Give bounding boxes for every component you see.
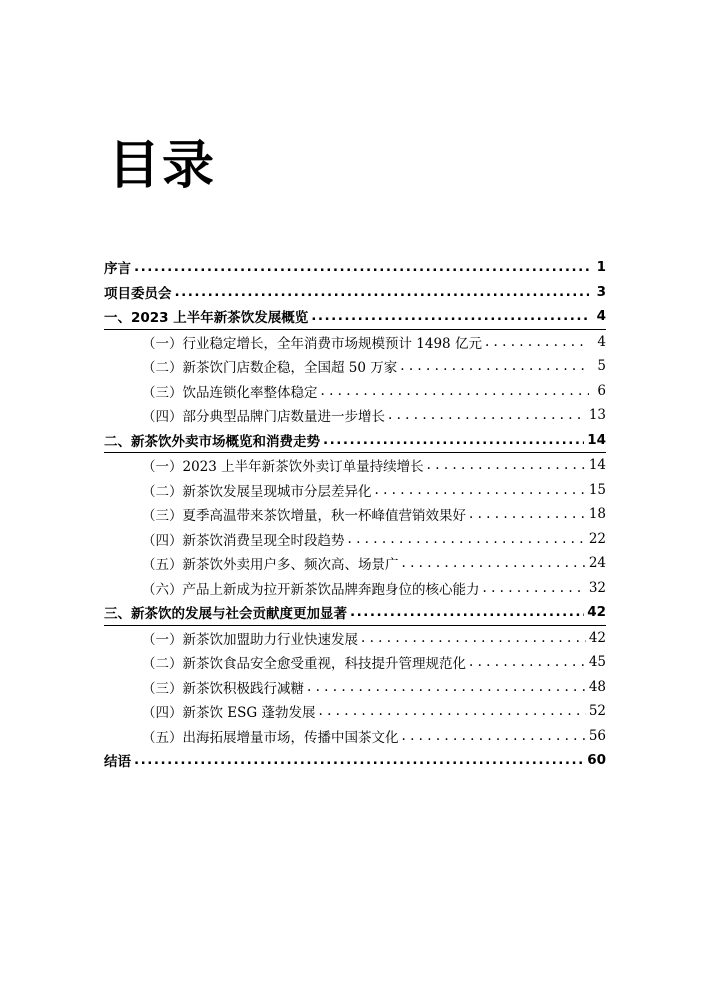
toc-entry-conclusion[interactable] (104, 748, 606, 773)
toc-page-number: 32 (588, 579, 606, 596)
toc-leader (402, 728, 586, 744)
toc-leader (427, 457, 586, 473)
toc-entry-subsection[interactable] (104, 576, 606, 601)
toc-page-number: 18 (588, 506, 606, 523)
toc-entry-subsection[interactable] (104, 330, 606, 355)
toc-leader (318, 703, 585, 719)
toc-leader (400, 358, 589, 374)
toc-leader (348, 531, 586, 547)
toc-leader (361, 630, 586, 646)
toc-page-number: 14 (587, 431, 606, 448)
toc-leader (323, 432, 584, 448)
toc-page-number: 60 (587, 752, 606, 769)
toc-leader (134, 752, 584, 768)
toc-entry-subsection[interactable] (104, 551, 606, 576)
toc-entry-subsection[interactable] (104, 354, 606, 379)
toc-entry-label: 结语 (104, 754, 131, 771)
toc-entry-label: （三）夏季高温带来茶饮增量，秋一杯峰值营销效果好 (142, 508, 466, 525)
toc-page-number: 4 (597, 333, 606, 350)
toc-entry-label: （二）新茶饮发展呈现城市分层差异化 (142, 483, 372, 500)
toc-page-number: 1 (596, 259, 606, 276)
toc-entry-label: 二、新茶饮外卖市场概览和消费走势 (104, 433, 320, 450)
toc-entry-label: （五）出海拓展增量市场，传播中国茶文化 (142, 729, 399, 746)
toc-entry-subsection[interactable] (104, 650, 606, 675)
toc-leader (350, 604, 584, 620)
toc-leader (134, 259, 589, 275)
toc-page-number: 42 (588, 629, 606, 646)
toc-entry-label: （一）行业稳定增长，全年消费市场规模预计 1498 亿元 (142, 335, 482, 352)
toc-entry-subsection[interactable] (104, 699, 606, 724)
toc-entry-subsection[interactable] (104, 453, 606, 478)
toc-entry-subsection[interactable] (104, 379, 606, 404)
toc-entry-label: 三、新茶饮的发展与社会贡献度更加显著 (104, 606, 347, 623)
toc-entry-label: （六）产品上新成为拉开新茶饮品牌奔跑身位的核心能力 (142, 581, 480, 598)
toc-entry-subsection[interactable] (104, 527, 606, 552)
toc-page-number: 42 (587, 604, 606, 621)
toc-entry-label: （二）新茶饮门店数企稳，全国超 50 万家 (142, 360, 398, 377)
toc-page-number: 56 (588, 727, 606, 744)
toc-leader (483, 580, 586, 596)
toc-entry-label: （一）新茶饮加盟助力行业快速发展 (142, 631, 358, 648)
toc-leader (469, 506, 586, 522)
toc-entry-subsection[interactable] (104, 502, 606, 527)
toc-page-number: 22 (588, 530, 606, 547)
toc-entry-label: （四）部分典型品牌门店数量进一步增长 (142, 409, 385, 426)
toc-leader (321, 383, 590, 399)
toc-page-number: 13 (588, 407, 606, 424)
toc-leader (375, 482, 586, 498)
toc-entry-label: 序言 (104, 261, 131, 278)
toc-entry-label: 一、2023 上半年新茶饮发展概览 (104, 310, 309, 327)
toc-entry-subsection[interactable] (104, 403, 606, 428)
toc-entry-section-1[interactable] (104, 304, 606, 330)
toc-entry-section-2[interactable] (104, 428, 606, 454)
toc-page-number: 52 (588, 703, 606, 720)
toc-entry-subsection[interactable] (104, 675, 606, 700)
toc-entry-section-3[interactable] (104, 600, 606, 626)
toc-page-number: 4 (596, 308, 606, 325)
toc-entry-committee[interactable] (104, 280, 606, 305)
toc-entry-label: （三）新茶饮积极践行减糖 (142, 680, 304, 697)
toc-entry-label: （三）饮品连锁化率整体稳定 (142, 384, 318, 401)
toc-page-number: 45 (588, 654, 606, 671)
toc-entry-label: （四）新茶饮消费呈现全时段趋势 (142, 532, 345, 549)
table-of-contents (104, 255, 606, 773)
toc-entry-label: （五）新茶饮外卖用户多、频次高、场景广 (142, 557, 399, 574)
toc-page-number: 15 (588, 481, 606, 498)
toc-entry-label: 项目委员会 (104, 285, 172, 302)
toc-entry-subsection[interactable] (104, 724, 606, 749)
toc-leader (485, 334, 589, 350)
toc-leader (469, 654, 586, 670)
page-title: 目录 (108, 136, 217, 196)
toc-entry-label: （四）新茶饮 ESG 蓬勃发展 (142, 705, 316, 722)
toc-entry-subsection[interactable] (104, 478, 606, 503)
toc-leader (311, 308, 589, 324)
toc-page-number: 14 (588, 457, 606, 474)
toc-page-number: 48 (588, 678, 606, 695)
toc-leader (175, 284, 590, 300)
toc-page-number: 3 (596, 283, 606, 300)
toc-entry-label: （一）2023 上半年新茶饮外卖订单量持续增长 (142, 459, 424, 476)
toc-entry-preface[interactable] (104, 255, 606, 280)
toc-entry-label: （二）新茶饮食品安全愈受重视，科技提升管理规范化 (142, 656, 466, 673)
toc-leader (402, 555, 586, 571)
toc-page-number: 5 (597, 358, 606, 375)
toc-entry-subsection[interactable] (104, 626, 606, 651)
toc-leader (388, 407, 586, 423)
toc-page-number: 6 (597, 382, 606, 399)
toc-leader (307, 679, 586, 695)
toc-page-number: 24 (588, 555, 606, 572)
